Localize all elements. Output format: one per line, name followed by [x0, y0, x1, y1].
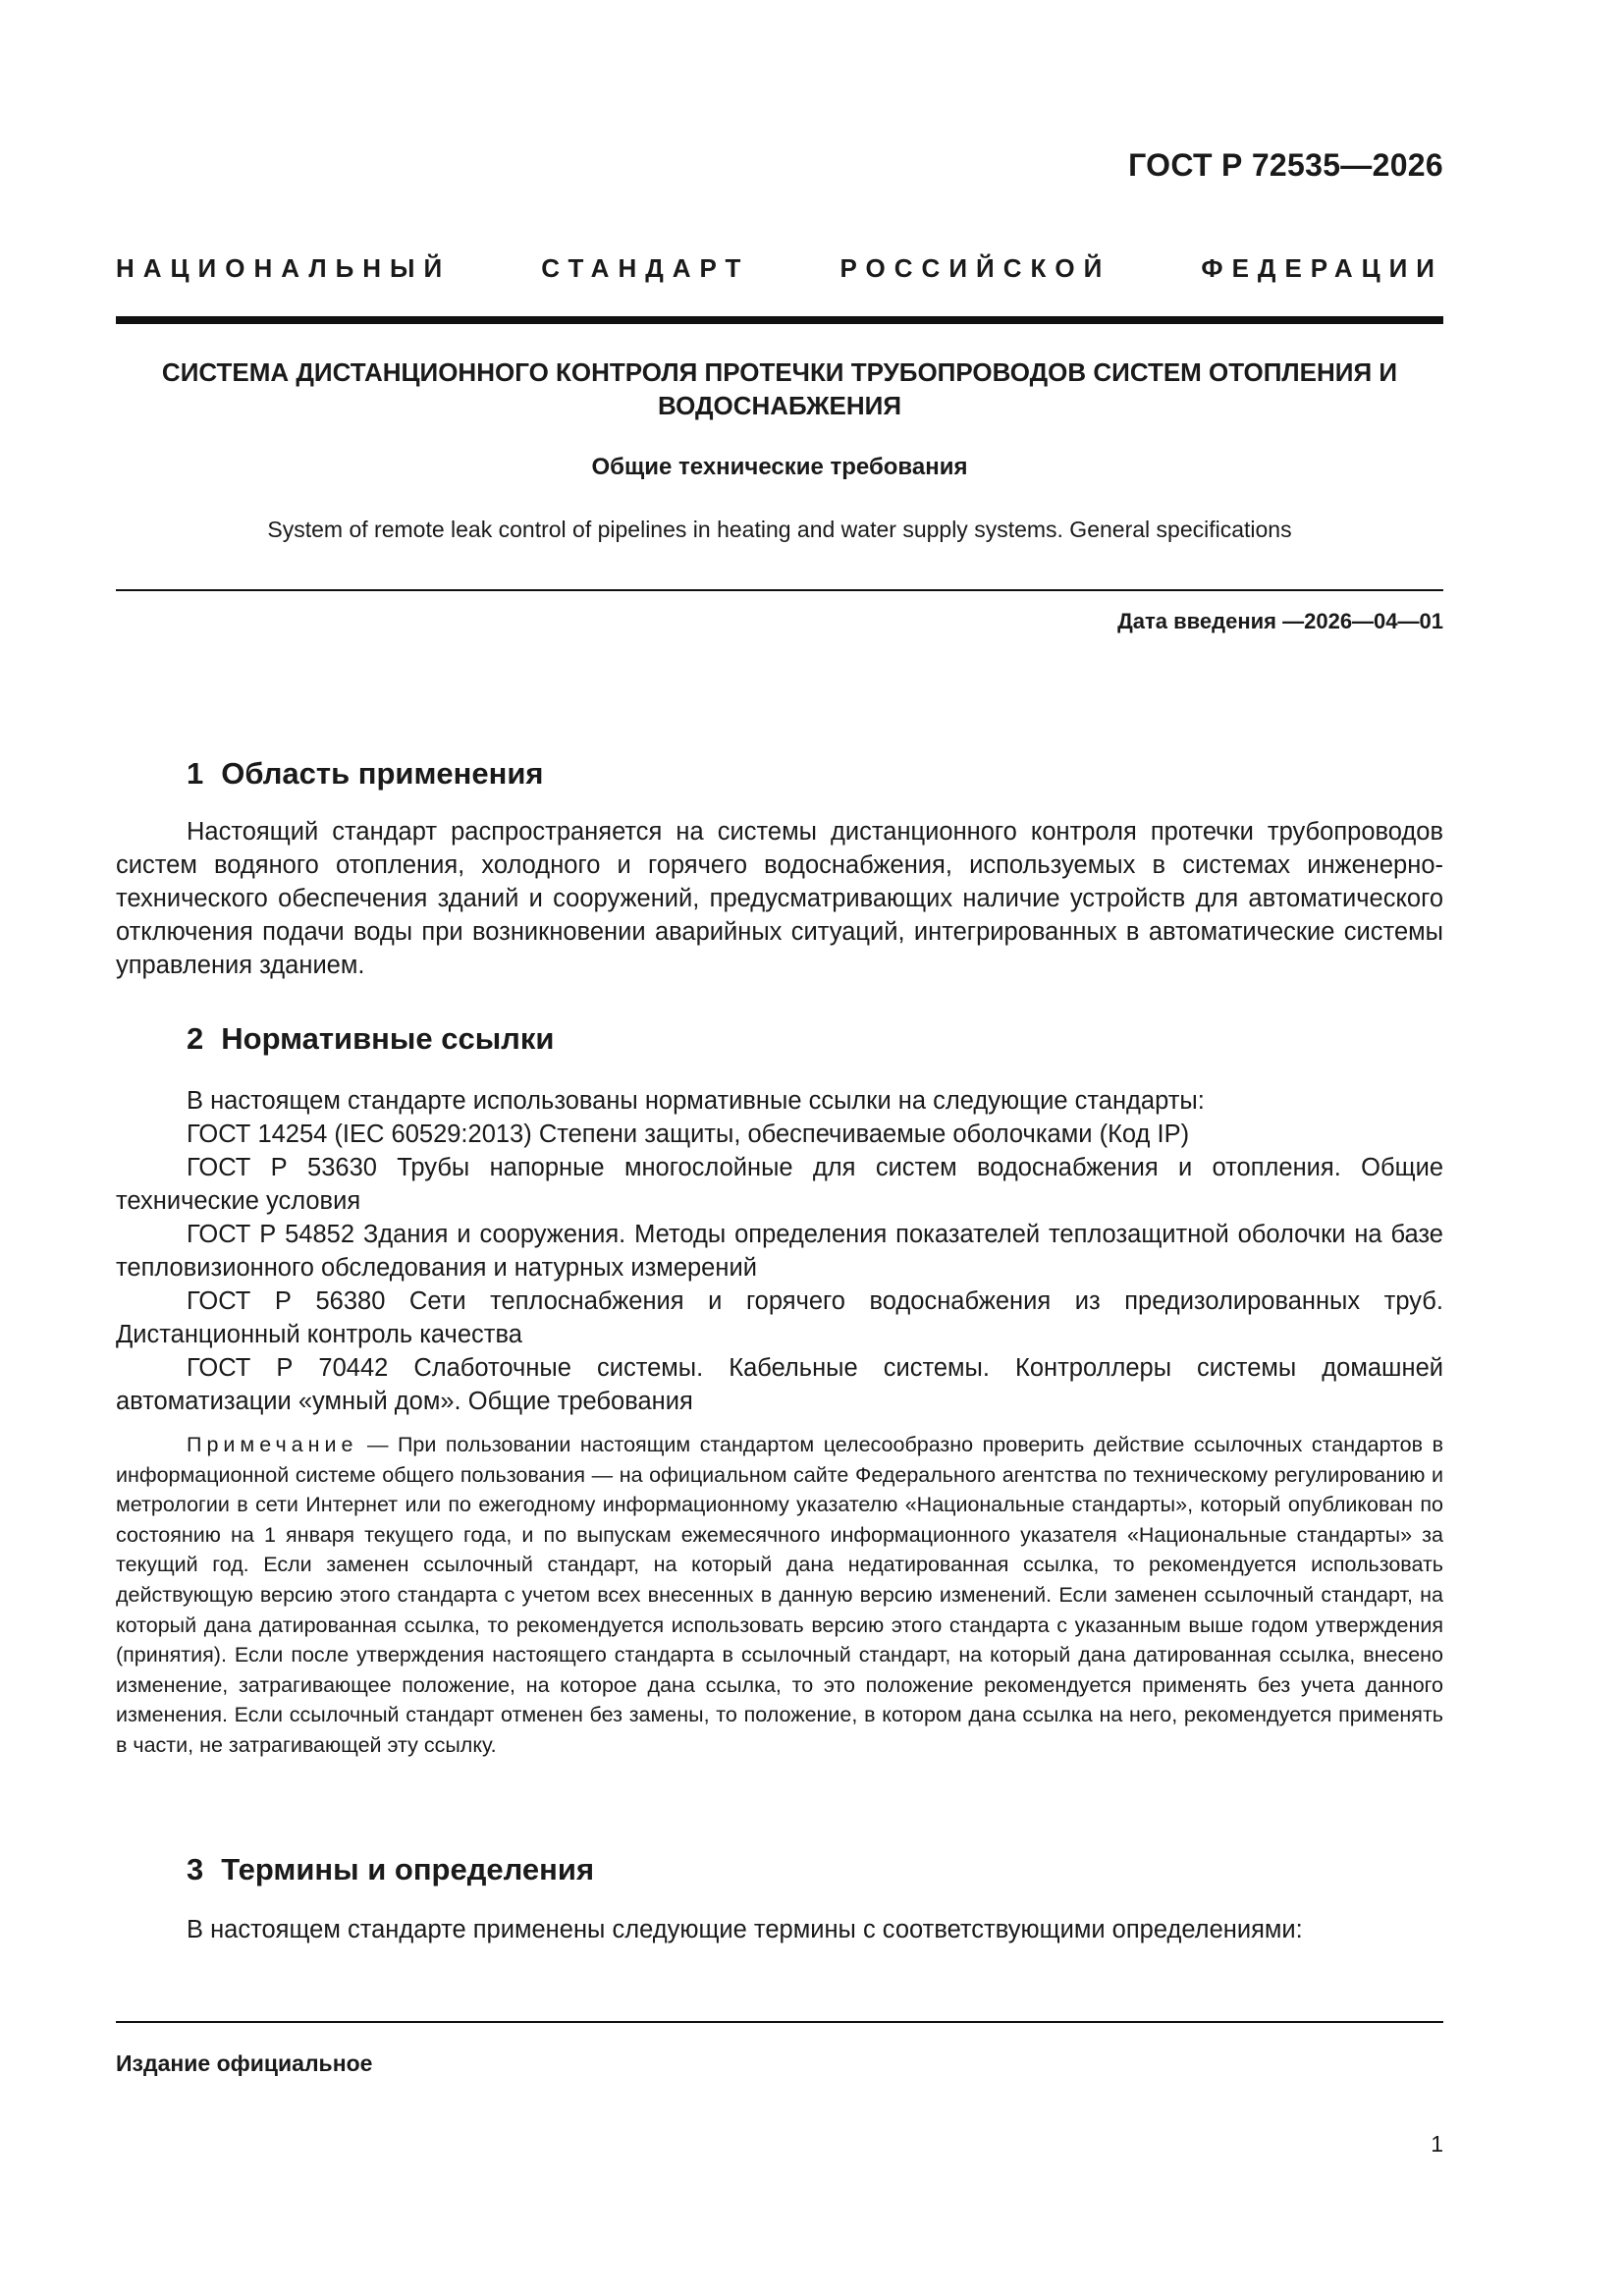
section-3-paragraph: В настоящем стандарте применены следующие термины с соответствующими определениями: — [187, 1916, 1303, 1943]
reference-item: ГОСТ Р 54852 Здания и сооружения. Методы определения показателей теплозащитной оболочки на базе тепловизионного обследования и натурных измерений — [116, 1221, 1443, 1282]
section-1-paragraph: Настоящий стандарт распространяется на системы дистанционного контроля протечки трубопроводов систем водяного отопления, холодного и горячего водоснабжения, используемых в системах инженерно-технического обеспечения зданий и сооружений, предусматривающих наличие устройств для автоматического отключения подачи воды при возникновении аварийных ситуаций, интегрированных в автоматические системы управления зданием. — [116, 818, 1443, 979]
reference-item: ГОСТ Р 70442 Слаботочные системы. Кабельные системы. Контроллеры системы домашней автоматизации «умный дом». Общие требования — [116, 1354, 1443, 1415]
section-2-heading — [187, 1021, 554, 1057]
document-title: СИСТЕМА ДИСТАНЦИОННОГО КОНТРОЛЯ ПРОТЕЧКИ ТРУБОПРОВОДОВ СИСТЕМ ОТОПЛЕНИЯ И ВОДОСНАБЖЕНИЯ — [161, 357, 1398, 420]
section-2-title: Нормативные ссылки — [221, 1021, 555, 1056]
page-number: 1 — [1431, 2131, 1443, 2157]
note-text: — При пользовании настоящим стандартом целесообразно проверить действие ссылочных стандартов в информационной системе общего пользования — на официальном сайте Федерального агентства по техническому регулированию и метрологии в сети Интернет или по ежегодному информационному указателю «Национальные стандарты», который опубликован по состоянию на 1 января текущего года, и по выпускам ежемесячного информационного указателя «Национальные стандарты» за текущий год. Если заменен ссылочный стандарт, на который дана недатированная ссылка, то рекомендуется использовать действующую версию этого стандарта с учетом всех внесенных в данную версию изменений. Если заменен ссылочный стандарт, на который дана датированная ссылка, то рекомендуется использовать версию этого стандарта с указанным выше годом утверждения (принятия). Если после утверждения настоящего стандарта в ссылочный стандарт, на который дана датированная ссылка, внесено изменение, затрагивающее положение, на которое дана ссылка, то это положение рекомендуется применять без учета данного изменения. Если ссылочный стандарт отменен без замены, то положение, в котором дана ссылка на него, рекомендуется применять в части, не затрагивающей эту ссылку. — [116, 1433, 1443, 1757]
section-3-number: 3 — [187, 1852, 204, 1886]
footer-divider — [116, 2021, 1443, 2023]
introduction-date: Дата введения —2026—04—01 — [1117, 609, 1443, 633]
standard-type-heading: НАЦИОНАЛЬНЫЙ СТАНДАРТ РОССИЙСКОЙ ФЕДЕРАЦИИ — [116, 253, 1443, 283]
section-3-title: Термины и определения — [221, 1852, 595, 1886]
reference-item: ГОСТ Р 53630 Трубы напорные многослойные для систем водоснабжения и отопления. Общие технические условия — [116, 1154, 1443, 1215]
english-title: System of remote leak control of pipelines in heating and water supply systems. General specifications — [267, 517, 1292, 542]
section-2-number: 2 — [187, 1021, 204, 1056]
note-label: Примечание — [187, 1433, 358, 1456]
section-1-number: 1 — [187, 756, 204, 791]
header-divider — [116, 316, 1443, 324]
section-3-heading — [187, 1852, 594, 1887]
section-1-title: Область применения — [221, 756, 544, 791]
reference-item: ГОСТ 14254 (IEC 60529:2013) Степени защиты, обеспечиваемые оболочками (Код IP) — [187, 1121, 1190, 1148]
reference-item: ГОСТ Р 56380 Сети теплоснабжения и горячего водоснабжения из предизолированных труб. Дистанционный контроль качества — [116, 1287, 1443, 1348]
section-1-heading — [187, 756, 544, 792]
references-intro: В настоящем стандарте использованы нормативные ссылки на следующие стандарты: — [187, 1087, 1205, 1115]
document-subtitle: Общие технические требования — [591, 454, 968, 480]
title-divider — [116, 589, 1443, 591]
references-note — [116, 1430, 1443, 1761]
document-number: ГОСТ Р 72535—2026 — [1128, 147, 1443, 183]
official-edition-label: Издание официальное — [116, 2050, 373, 2076]
